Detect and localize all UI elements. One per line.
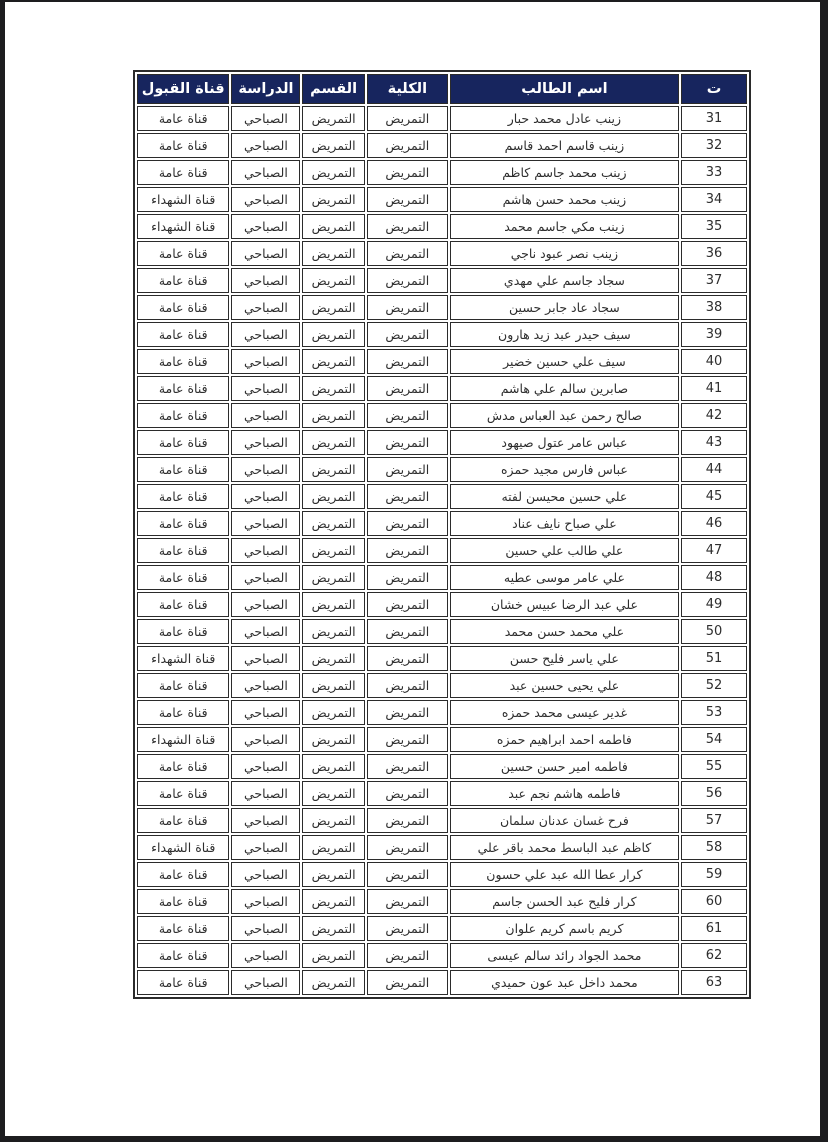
cell-admission-channel: قناة عامة xyxy=(137,943,229,968)
table-row xyxy=(137,835,747,860)
table-row xyxy=(137,970,747,995)
cell-number: 42 xyxy=(681,403,747,428)
cell-study-type: الصباحي xyxy=(231,781,300,806)
cell-college: التمريض xyxy=(367,835,448,860)
cell-study-type: الصباحي xyxy=(231,889,300,914)
cell-department: التمريض xyxy=(302,619,364,644)
table-row xyxy=(137,349,747,374)
cell-college: التمريض xyxy=(367,754,448,779)
student-table-body xyxy=(137,106,747,995)
table-row xyxy=(137,754,747,779)
cell-admission-channel: قناة عامة xyxy=(137,538,229,563)
cell-study-type: الصباحي xyxy=(231,295,300,320)
table-row xyxy=(137,322,747,347)
cell-college: التمريض xyxy=(367,268,448,293)
table-row xyxy=(137,133,747,158)
cell-department: التمريض xyxy=(302,754,364,779)
cell-college: التمريض xyxy=(367,430,448,455)
cell-department: التمريض xyxy=(302,700,364,725)
table-row xyxy=(137,457,747,482)
cell-student-name: علي طالب علي حسين xyxy=(450,538,679,563)
cell-college: التمريض xyxy=(367,808,448,833)
cell-admission-channel: قناة عامة xyxy=(137,430,229,455)
page-edge-bottom xyxy=(0,1136,828,1142)
table-row xyxy=(137,106,747,131)
cell-college: التمريض xyxy=(367,943,448,968)
cell-study-type: الصباحي xyxy=(231,376,300,401)
cell-department: التمريض xyxy=(302,916,364,941)
cell-admission-channel: قناة عامة xyxy=(137,808,229,833)
cell-number: 35 xyxy=(681,214,747,239)
cell-number: 49 xyxy=(681,592,747,617)
cell-student-name: عباس عامر عتول صيهود xyxy=(450,430,679,455)
cell-study-type: الصباحي xyxy=(231,754,300,779)
header-cell-admission-channel: قناة القبول xyxy=(137,74,229,104)
cell-college: التمريض xyxy=(367,403,448,428)
cell-student-name: زينب محمد جاسم كاظم xyxy=(450,160,679,185)
cell-department: التمريض xyxy=(302,349,364,374)
cell-college: التمريض xyxy=(367,781,448,806)
table-row xyxy=(137,916,747,941)
cell-study-type: الصباحي xyxy=(231,106,300,131)
cell-study-type: الصباحي xyxy=(231,700,300,725)
cell-department: التمريض xyxy=(302,241,364,266)
cell-study-type: الصباحي xyxy=(231,268,300,293)
table-row xyxy=(137,403,747,428)
cell-admission-channel: قناة عامة xyxy=(137,511,229,536)
cell-college: التمريض xyxy=(367,592,448,617)
table-row xyxy=(137,943,747,968)
cell-number: 55 xyxy=(681,754,747,779)
cell-student-name: صالح رحمن عبد العباس مدش xyxy=(450,403,679,428)
header-cell-student-name: اسم الطالب xyxy=(450,74,679,104)
cell-college: التمريض xyxy=(367,376,448,401)
cell-department: التمريض xyxy=(302,295,364,320)
cell-number: 43 xyxy=(681,430,747,455)
cell-number: 37 xyxy=(681,268,747,293)
cell-study-type: الصباحي xyxy=(231,673,300,698)
cell-college: التمريض xyxy=(367,619,448,644)
cell-number: 31 xyxy=(681,106,747,131)
page-edge-top xyxy=(0,0,828,2)
table-row xyxy=(137,241,747,266)
cell-department: التمريض xyxy=(302,511,364,536)
cell-number: 63 xyxy=(681,970,747,995)
cell-department: التمريض xyxy=(302,430,364,455)
cell-department: التمريض xyxy=(302,322,364,347)
cell-number: 40 xyxy=(681,349,747,374)
cell-student-name: زينب قاسم احمد قاسم xyxy=(450,133,679,158)
cell-study-type: الصباحي xyxy=(231,727,300,752)
cell-study-type: الصباحي xyxy=(231,565,300,590)
cell-study-type: الصباحي xyxy=(231,592,300,617)
table-row xyxy=(137,187,747,212)
table-row xyxy=(137,565,747,590)
cell-number: 36 xyxy=(681,241,747,266)
cell-college: التمريض xyxy=(367,160,448,185)
cell-student-name: علي ياسر فليح حسن xyxy=(450,646,679,671)
cell-study-type: الصباحي xyxy=(231,619,300,644)
cell-study-type: الصباحي xyxy=(231,511,300,536)
table-row xyxy=(137,268,747,293)
table-row xyxy=(137,646,747,671)
table-row xyxy=(137,781,747,806)
cell-admission-channel: قناة عامة xyxy=(137,970,229,995)
cell-college: التمريض xyxy=(367,106,448,131)
cell-student-name: كريم باسم كريم علوان xyxy=(450,916,679,941)
cell-college: التمريض xyxy=(367,565,448,590)
cell-department: التمريض xyxy=(302,835,364,860)
cell-student-name: كرار عطا الله عبد علي حسون xyxy=(450,862,679,887)
cell-student-name: زينب عادل محمد حبار xyxy=(450,106,679,131)
cell-number: 58 xyxy=(681,835,747,860)
cell-study-type: الصباحي xyxy=(231,862,300,887)
cell-study-type: الصباحي xyxy=(231,943,300,968)
cell-admission-channel: قناة الشهداء xyxy=(137,727,229,752)
cell-study-type: الصباحي xyxy=(231,970,300,995)
cell-student-name: علي محمد حسن محمد xyxy=(450,619,679,644)
cell-college: التمريض xyxy=(367,187,448,212)
cell-admission-channel: قناة عامة xyxy=(137,889,229,914)
cell-number: 41 xyxy=(681,376,747,401)
cell-college: التمريض xyxy=(367,889,448,914)
cell-admission-channel: قناة عامة xyxy=(137,160,229,185)
cell-admission-channel: قناة الشهداء xyxy=(137,835,229,860)
cell-department: التمريض xyxy=(302,484,364,509)
cell-college: التمريض xyxy=(367,727,448,752)
cell-student-name: علي يحيى حسين عبد xyxy=(450,673,679,698)
cell-department: التمريض xyxy=(302,808,364,833)
table-row xyxy=(137,889,747,914)
cell-study-type: الصباحي xyxy=(231,457,300,482)
cell-department: التمريض xyxy=(302,862,364,887)
header-cell-department: القسم xyxy=(302,74,364,104)
cell-department: التمريض xyxy=(302,106,364,131)
cell-department: التمريض xyxy=(302,673,364,698)
cell-college: التمريض xyxy=(367,133,448,158)
table-row xyxy=(137,160,747,185)
cell-student-name: سجاد جاسم علي مهدي xyxy=(450,268,679,293)
cell-department: التمريض xyxy=(302,457,364,482)
cell-number: 57 xyxy=(681,808,747,833)
table-row xyxy=(137,808,747,833)
cell-admission-channel: قناة عامة xyxy=(137,781,229,806)
cell-student-name: فرح غسان عدنان سلمان xyxy=(450,808,679,833)
cell-study-type: الصباحي xyxy=(231,187,300,212)
header-cell-number: ت xyxy=(681,74,747,104)
cell-department: التمريض xyxy=(302,376,364,401)
cell-student-name: زينب نصر عبود ناجي xyxy=(450,241,679,266)
cell-admission-channel: قناة الشهداء xyxy=(137,214,229,239)
cell-number: 46 xyxy=(681,511,747,536)
page-edge-right xyxy=(820,0,828,1142)
cell-admission-channel: قناة عامة xyxy=(137,403,229,428)
cell-number: 38 xyxy=(681,295,747,320)
cell-student-name: علي صباح نايف عناد xyxy=(450,511,679,536)
cell-college: التمريض xyxy=(367,700,448,725)
cell-study-type: الصباحي xyxy=(231,133,300,158)
cell-study-type: الصباحي xyxy=(231,430,300,455)
cell-admission-channel: قناة عامة xyxy=(137,241,229,266)
header-row xyxy=(137,74,747,104)
cell-admission-channel: قناة عامة xyxy=(137,754,229,779)
cell-college: التمريض xyxy=(367,241,448,266)
cell-admission-channel: قناة الشهداء xyxy=(137,187,229,212)
cell-student-name: سجاد عاد جابر حسين xyxy=(450,295,679,320)
table-row xyxy=(137,727,747,752)
cell-number: 47 xyxy=(681,538,747,563)
cell-student-name: كاظم عبد الباسط محمد باقر علي xyxy=(450,835,679,860)
cell-department: التمريض xyxy=(302,538,364,563)
table-row xyxy=(137,538,747,563)
cell-number: 54 xyxy=(681,727,747,752)
cell-department: التمريض xyxy=(302,214,364,239)
cell-student-name: محمد داخل عبد عون حميدي xyxy=(450,970,679,995)
cell-number: 51 xyxy=(681,646,747,671)
cell-number: 60 xyxy=(681,889,747,914)
cell-department: التمريض xyxy=(302,268,364,293)
cell-study-type: الصباحي xyxy=(231,403,300,428)
table-row xyxy=(137,862,747,887)
cell-college: التمريض xyxy=(367,322,448,347)
cell-admission-channel: قناة عامة xyxy=(137,295,229,320)
cell-college: التمريض xyxy=(367,295,448,320)
cell-department: التمريض xyxy=(302,403,364,428)
cell-number: 32 xyxy=(681,133,747,158)
cell-department: التمريض xyxy=(302,970,364,995)
cell-department: التمريض xyxy=(302,565,364,590)
cell-student-name: علي عامر موسى عطيه xyxy=(450,565,679,590)
cell-number: 44 xyxy=(681,457,747,482)
cell-study-type: الصباحي xyxy=(231,160,300,185)
cell-number: 50 xyxy=(681,619,747,644)
page-edge-left xyxy=(0,0,5,1142)
cell-admission-channel: قناة الشهداء xyxy=(137,646,229,671)
table-row xyxy=(137,673,747,698)
cell-college: التمريض xyxy=(367,862,448,887)
cell-department: التمريض xyxy=(302,727,364,752)
table-row xyxy=(137,619,747,644)
cell-student-name: كرار فليح عبد الحسن جاسم xyxy=(450,889,679,914)
table-row xyxy=(137,484,747,509)
cell-study-type: الصباحي xyxy=(231,646,300,671)
cell-student-name: فاطمه هاشم نجم عبد xyxy=(450,781,679,806)
cell-college: التمريض xyxy=(367,538,448,563)
table-row xyxy=(137,592,747,617)
cell-admission-channel: قناة عامة xyxy=(137,268,229,293)
cell-college: التمريض xyxy=(367,214,448,239)
cell-college: التمريض xyxy=(367,646,448,671)
table-header xyxy=(137,74,747,104)
cell-department: التمريض xyxy=(302,646,364,671)
cell-number: 61 xyxy=(681,916,747,941)
cell-department: التمريض xyxy=(302,187,364,212)
student-admission-table xyxy=(133,70,751,999)
cell-student-name: محمد الجواد رائد سالم عيسى xyxy=(450,943,679,968)
cell-student-name: علي عبد الرضا عبيس خشان xyxy=(450,592,679,617)
cell-number: 33 xyxy=(681,160,747,185)
cell-admission-channel: قناة عامة xyxy=(137,349,229,374)
cell-admission-channel: قناة عامة xyxy=(137,700,229,725)
cell-number: 56 xyxy=(681,781,747,806)
table-row xyxy=(137,376,747,401)
cell-student-name: زينب محمد حسن هاشم xyxy=(450,187,679,212)
cell-admission-channel: قناة عامة xyxy=(137,592,229,617)
cell-number: 53 xyxy=(681,700,747,725)
cell-number: 45 xyxy=(681,484,747,509)
cell-student-name: سيف حيدر عبد زيد هارون xyxy=(450,322,679,347)
cell-number: 62 xyxy=(681,943,747,968)
cell-student-name: صابرين سالم علي هاشم xyxy=(450,376,679,401)
cell-college: التمريض xyxy=(367,457,448,482)
cell-admission-channel: قناة عامة xyxy=(137,565,229,590)
cell-student-name: غدير عيسى محمد حمزه xyxy=(450,700,679,725)
cell-student-name: زينب مكي جاسم محمد xyxy=(450,214,679,239)
cell-department: التمريض xyxy=(302,133,364,158)
cell-number: 48 xyxy=(681,565,747,590)
table-row xyxy=(137,295,747,320)
cell-department: التمريض xyxy=(302,889,364,914)
cell-admission-channel: قناة عامة xyxy=(137,376,229,401)
cell-number: 39 xyxy=(681,322,747,347)
cell-study-type: الصباحي xyxy=(231,322,300,347)
cell-admission-channel: قناة عامة xyxy=(137,916,229,941)
cell-study-type: الصباحي xyxy=(231,349,300,374)
cell-college: التمريض xyxy=(367,673,448,698)
cell-admission-channel: قناة عامة xyxy=(137,673,229,698)
cell-study-type: الصباحي xyxy=(231,916,300,941)
cell-number: 59 xyxy=(681,862,747,887)
table-row xyxy=(137,214,747,239)
cell-study-type: الصباحي xyxy=(231,484,300,509)
cell-admission-channel: قناة عامة xyxy=(137,619,229,644)
cell-admission-channel: قناة عامة xyxy=(137,862,229,887)
cell-number: 52 xyxy=(681,673,747,698)
cell-student-name: فاطمه احمد ابراهيم حمزه xyxy=(450,727,679,752)
cell-study-type: الصباحي xyxy=(231,808,300,833)
cell-admission-channel: قناة عامة xyxy=(137,106,229,131)
cell-study-type: الصباحي xyxy=(231,835,300,860)
cell-number: 34 xyxy=(681,187,747,212)
cell-admission-channel: قناة عامة xyxy=(137,484,229,509)
cell-study-type: الصباحي xyxy=(231,214,300,239)
cell-department: التمريض xyxy=(302,781,364,806)
cell-college: التمريض xyxy=(367,484,448,509)
cell-college: التمريض xyxy=(367,511,448,536)
table-row xyxy=(137,700,747,725)
cell-student-name: سيف علي حسين خضير xyxy=(450,349,679,374)
cell-admission-channel: قناة عامة xyxy=(137,457,229,482)
header-cell-college: الكلية xyxy=(367,74,448,104)
header-cell-study-type: الدراسة xyxy=(231,74,300,104)
cell-department: التمريض xyxy=(302,592,364,617)
table-row xyxy=(137,430,747,455)
cell-college: التمريض xyxy=(367,916,448,941)
cell-study-type: الصباحي xyxy=(231,241,300,266)
cell-study-type: الصباحي xyxy=(231,538,300,563)
cell-admission-channel: قناة عامة xyxy=(137,322,229,347)
table-row xyxy=(137,511,747,536)
cell-student-name: عباس فارس مجيد حمزه xyxy=(450,457,679,482)
cell-admission-channel: قناة عامة xyxy=(137,133,229,158)
cell-department: التمريض xyxy=(302,943,364,968)
cell-college: التمريض xyxy=(367,349,448,374)
cell-college: التمريض xyxy=(367,970,448,995)
cell-department: التمريض xyxy=(302,160,364,185)
cell-student-name: فاطمه امير حسن حسين xyxy=(450,754,679,779)
cell-student-name: علي حسين محيسن لفته xyxy=(450,484,679,509)
